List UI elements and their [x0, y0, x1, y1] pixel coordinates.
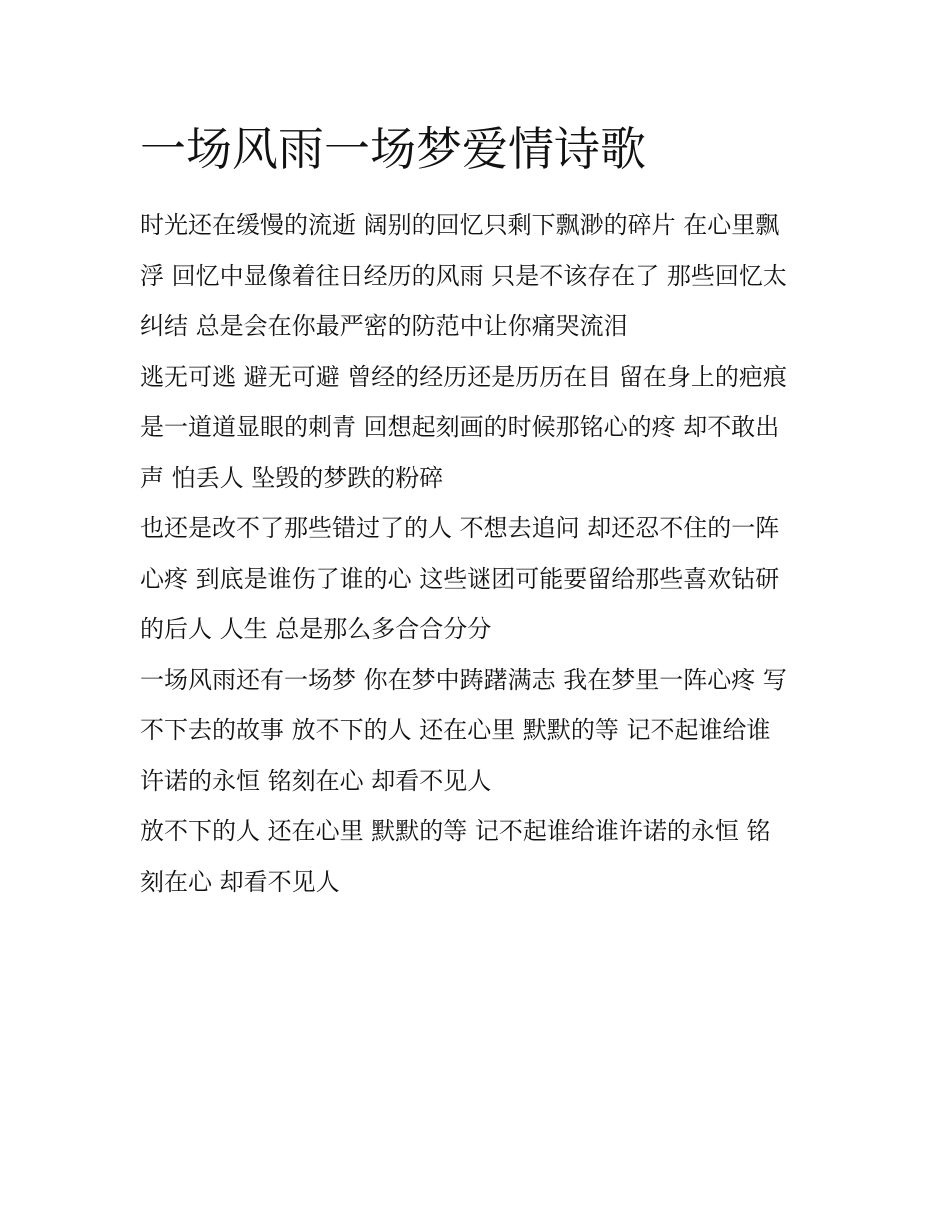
document-page [140, 118, 812, 907]
text-line: 时光还在缓慢的流逝 阔别的回忆只剩下飘渺的碎片 在心里飘 [140, 211, 780, 239]
text-line: 纠结 总是会在你最严密的防范中让你痛哭流泪 [140, 312, 628, 340]
text-line: 的后人 人生 总是那么多合合分分 [140, 615, 492, 643]
text-line: 逃无可逃 避无可避 曾经的经历还是历历在目 留在身上的疤痕 [140, 362, 787, 391]
text-line: 一场风雨还有一场梦 你在梦中踌躇满志 我在梦里一阵心疼 写 [140, 665, 787, 694]
text-line: 声 怕丢人 坠毁的梦跌的粉碎 [140, 463, 444, 492]
text-line: 许诺的永恒 铭刻在心 却看不见人 [140, 766, 492, 795]
document-title: 一场风雨一场梦爱情诗歌 [140, 122, 646, 176]
text-line: 也还是改不了那些错过了的人 不想去追问 却还忍不住的一阵 [140, 514, 780, 542]
text-line: 放不下的人 还在心里 默默的等 记不起谁给谁许诺的永恒 铭 [140, 817, 771, 845]
text-line: 不下去的故事 放不下的人 还在心里 默默的等 记不起谁给谁 [140, 716, 771, 744]
text-line: 浮 回忆中显像着往日经历的风雨 只是不该存在了 那些回忆太 [140, 261, 787, 290]
document-body [140, 200, 812, 907]
text-line: 心疼 到底是谁伤了谁的心 这些谜团可能要留给那些喜欢钻研 [140, 564, 780, 593]
text-line: 是一道道显眼的刺青 回想起刻画的时候那铭心的疼 却不敢出 [140, 413, 780, 441]
text-line: 刻在心 却看不见人 [140, 867, 340, 896]
